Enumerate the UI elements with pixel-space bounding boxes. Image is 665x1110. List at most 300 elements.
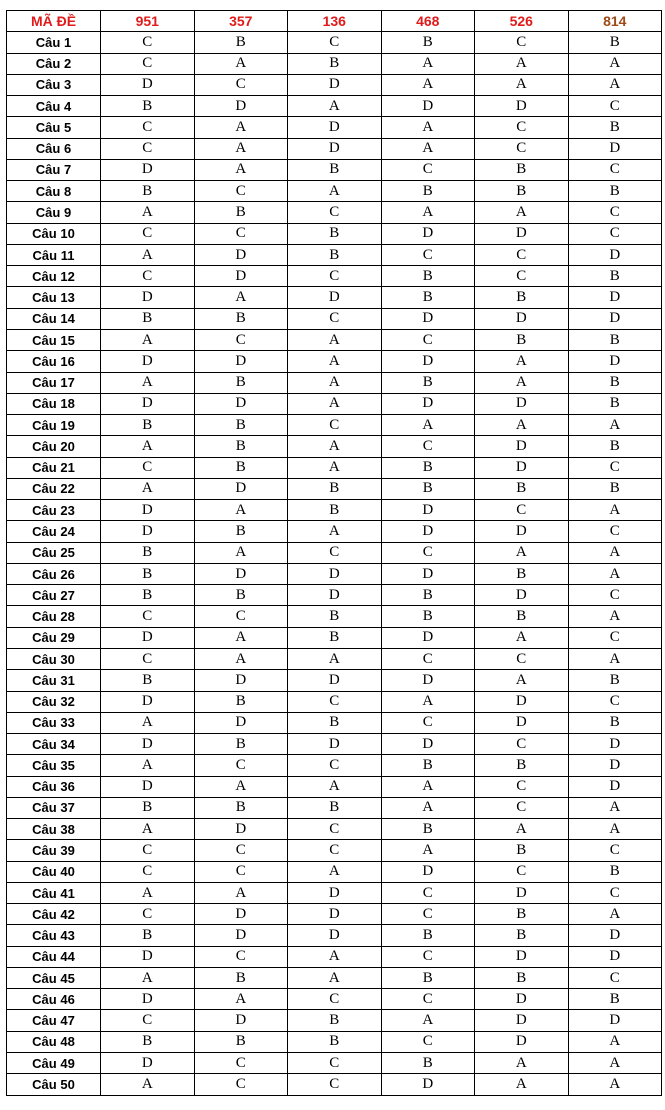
question-label: Câu 5 <box>7 117 101 138</box>
table-row <box>7 1010 662 1031</box>
question-label: Câu 17 <box>7 372 101 393</box>
answer-cell: D <box>568 925 662 946</box>
table-row <box>7 181 662 202</box>
question-label: Câu 47 <box>7 1010 101 1031</box>
answer-cell: B <box>194 521 288 542</box>
answer-cell: D <box>381 861 475 882</box>
answer-cell: B <box>288 797 382 818</box>
answer-cell: C <box>568 159 662 180</box>
answer-cell: A <box>194 627 288 648</box>
question-label: Câu 11 <box>7 244 101 265</box>
answer-cell: C <box>568 202 662 223</box>
answer-cell: D <box>101 946 195 967</box>
answer-cell: A <box>381 797 475 818</box>
answer-cell: C <box>381 542 475 563</box>
table-row <box>7 819 662 840</box>
header-exam-code: 136 <box>288 11 382 32</box>
answer-cell: A <box>381 1010 475 1031</box>
answer-cell: D <box>475 585 569 606</box>
table-row <box>7 1031 662 1052</box>
answer-cell: B <box>475 563 569 584</box>
answer-cell: D <box>475 521 569 542</box>
answer-cell: B <box>288 53 382 74</box>
answer-cell: D <box>475 882 569 903</box>
answer-cell: B <box>381 457 475 478</box>
table-row <box>7 329 662 350</box>
answer-cell: B <box>381 287 475 308</box>
table-header <box>7 11 662 32</box>
question-label: Câu 20 <box>7 436 101 457</box>
table-row <box>7 308 662 329</box>
answer-cell: D <box>475 393 569 414</box>
answer-cell: C <box>194 74 288 95</box>
header-row <box>7 11 662 32</box>
answer-cell: C <box>475 861 569 882</box>
answer-cell: A <box>194 138 288 159</box>
answer-cell: D <box>568 946 662 967</box>
answer-cell: B <box>101 1031 195 1052</box>
answer-cell: C <box>568 882 662 903</box>
table-row <box>7 542 662 563</box>
table-row <box>7 585 662 606</box>
answer-cell: D <box>288 734 382 755</box>
question-label: Câu 19 <box>7 415 101 436</box>
answer-cell: A <box>475 372 569 393</box>
answer-cell: C <box>101 1010 195 1031</box>
question-label: Câu 21 <box>7 457 101 478</box>
question-label: Câu 42 <box>7 904 101 925</box>
answer-cell: D <box>194 563 288 584</box>
answer-cell: C <box>381 244 475 265</box>
table-row <box>7 223 662 244</box>
answer-cell: C <box>381 904 475 925</box>
answer-cell: A <box>101 882 195 903</box>
answer-cell: B <box>381 606 475 627</box>
table-row <box>7 946 662 967</box>
answer-cell: B <box>288 223 382 244</box>
answer-cell: D <box>475 223 569 244</box>
answer-cell: C <box>101 861 195 882</box>
answer-cell: C <box>288 1053 382 1074</box>
table-row <box>7 457 662 478</box>
answer-cell: C <box>381 436 475 457</box>
answer-cell: B <box>568 712 662 733</box>
answer-cell: A <box>101 712 195 733</box>
answer-cell: A <box>288 967 382 988</box>
answer-cell: C <box>381 329 475 350</box>
table-row <box>7 351 662 372</box>
answer-cell: A <box>475 415 569 436</box>
answer-cell: C <box>381 648 475 669</box>
header-exam-code-label: MÃ ĐỀ <box>7 11 101 32</box>
answer-cell: D <box>101 627 195 648</box>
table-row <box>7 32 662 53</box>
question-label: Câu 45 <box>7 967 101 988</box>
answer-cell: A <box>288 181 382 202</box>
answer-cell: B <box>194 734 288 755</box>
answer-cell: C <box>475 244 569 265</box>
answer-cell: A <box>568 1074 662 1095</box>
question-label: Câu 34 <box>7 734 101 755</box>
answer-cell: A <box>194 776 288 797</box>
answer-cell: C <box>475 648 569 669</box>
answer-cell: C <box>568 96 662 117</box>
answer-cell: A <box>568 819 662 840</box>
answer-cell: A <box>288 96 382 117</box>
answer-cell: A <box>568 904 662 925</box>
answer-cell: C <box>568 521 662 542</box>
answer-cell: B <box>288 627 382 648</box>
answer-cell: B <box>101 563 195 584</box>
question-label: Câu 28 <box>7 606 101 627</box>
answer-cell: A <box>568 648 662 669</box>
answer-cell: A <box>475 1053 569 1074</box>
answer-cell: D <box>381 670 475 691</box>
answer-cell: B <box>381 478 475 499</box>
table-row <box>7 797 662 818</box>
answer-cell: A <box>101 372 195 393</box>
question-label: Câu 49 <box>7 1053 101 1074</box>
answer-cell: B <box>568 989 662 1010</box>
question-label: Câu 15 <box>7 329 101 350</box>
question-label: Câu 16 <box>7 351 101 372</box>
answer-cell: B <box>475 840 569 861</box>
question-label: Câu 44 <box>7 946 101 967</box>
answer-cell: A <box>568 1053 662 1074</box>
answer-cell: D <box>381 351 475 372</box>
question-label: Câu 40 <box>7 861 101 882</box>
answer-cell: B <box>288 478 382 499</box>
header-exam-code: 468 <box>381 11 475 32</box>
table-row <box>7 266 662 287</box>
answer-cell: C <box>101 266 195 287</box>
table-row <box>7 755 662 776</box>
answer-cell: B <box>194 1031 288 1052</box>
question-label: Câu 38 <box>7 819 101 840</box>
answer-cell: A <box>381 53 475 74</box>
answer-cell: B <box>568 670 662 691</box>
answer-cell: D <box>381 223 475 244</box>
answer-cell: B <box>101 670 195 691</box>
table-row <box>7 712 662 733</box>
answer-cell: C <box>288 542 382 563</box>
answer-cell: C <box>101 457 195 478</box>
answer-cell: A <box>194 500 288 521</box>
answer-cell: C <box>288 202 382 223</box>
answer-cell: A <box>381 691 475 712</box>
answer-cell: D <box>475 1031 569 1052</box>
question-label: Câu 43 <box>7 925 101 946</box>
answer-cell: C <box>194 329 288 350</box>
answer-cell: B <box>568 117 662 138</box>
answer-cell: A <box>194 159 288 180</box>
answer-cell: A <box>194 882 288 903</box>
answer-cell: B <box>194 372 288 393</box>
answer-cell: D <box>568 351 662 372</box>
table-row <box>7 691 662 712</box>
answer-cell: D <box>475 712 569 733</box>
answer-cell: B <box>288 606 382 627</box>
question-label: Câu 48 <box>7 1031 101 1052</box>
answer-cell: C <box>381 1031 475 1052</box>
question-label: Câu 9 <box>7 202 101 223</box>
answer-cell: C <box>194 1074 288 1095</box>
answer-cell: A <box>194 287 288 308</box>
question-label: Câu 24 <box>7 521 101 542</box>
table-row <box>7 925 662 946</box>
table-row <box>7 372 662 393</box>
answer-cell: D <box>381 393 475 414</box>
answer-cell: C <box>475 797 569 818</box>
answer-cell: A <box>288 457 382 478</box>
answer-cell: C <box>194 181 288 202</box>
table-row <box>7 989 662 1010</box>
answer-cell: B <box>194 308 288 329</box>
answer-cell: A <box>288 372 382 393</box>
answer-cell: C <box>194 606 288 627</box>
answer-cell: A <box>475 74 569 95</box>
answer-cell: B <box>288 500 382 521</box>
question-label: Câu 12 <box>7 266 101 287</box>
answer-cell: C <box>101 606 195 627</box>
question-label: Câu 29 <box>7 627 101 648</box>
answer-cell: B <box>101 585 195 606</box>
table-row <box>7 904 662 925</box>
answer-cell: D <box>194 478 288 499</box>
answer-cell: B <box>101 96 195 117</box>
answer-cell: A <box>568 500 662 521</box>
answer-cell: B <box>381 372 475 393</box>
question-label: Câu 25 <box>7 542 101 563</box>
answer-cell: D <box>101 74 195 95</box>
question-label: Câu 31 <box>7 670 101 691</box>
answer-cell: A <box>475 202 569 223</box>
answer-cell: B <box>475 925 569 946</box>
answer-cell: A <box>381 138 475 159</box>
answer-cell: D <box>475 946 569 967</box>
answer-cell: B <box>475 478 569 499</box>
table-row <box>7 287 662 308</box>
answer-cell: D <box>568 755 662 776</box>
answer-cell: C <box>101 840 195 861</box>
table-row <box>7 415 662 436</box>
table-row <box>7 882 662 903</box>
answer-cell: A <box>381 117 475 138</box>
answer-cell: B <box>568 32 662 53</box>
question-label: Câu 7 <box>7 159 101 180</box>
question-label: Câu 33 <box>7 712 101 733</box>
answer-cell: B <box>101 542 195 563</box>
answer-cell: D <box>194 351 288 372</box>
answer-cell: D <box>288 585 382 606</box>
answer-cell: D <box>288 925 382 946</box>
answer-cell: C <box>475 117 569 138</box>
answer-cell: D <box>194 712 288 733</box>
answer-cell: D <box>101 734 195 755</box>
answer-cell: D <box>101 989 195 1010</box>
answer-cell: C <box>475 500 569 521</box>
table-row <box>7 840 662 861</box>
answer-cell: B <box>288 244 382 265</box>
question-label: Câu 35 <box>7 755 101 776</box>
answer-cell: A <box>568 542 662 563</box>
table-row <box>7 734 662 755</box>
answer-cell: D <box>101 351 195 372</box>
answer-cell: A <box>475 627 569 648</box>
table-body <box>7 32 662 1095</box>
answer-cell: D <box>475 436 569 457</box>
question-label: Câu 46 <box>7 989 101 1010</box>
answer-cell: C <box>475 32 569 53</box>
answer-cell: A <box>568 563 662 584</box>
answer-cell: A <box>475 670 569 691</box>
answer-cell: B <box>381 967 475 988</box>
answer-cell: D <box>568 244 662 265</box>
answer-cell: B <box>101 181 195 202</box>
answer-cell: D <box>475 989 569 1010</box>
header-exam-code: 814 <box>568 11 662 32</box>
answer-cell: D <box>381 521 475 542</box>
question-label: Câu 6 <box>7 138 101 159</box>
answer-cell: D <box>288 117 382 138</box>
answer-key-table <box>6 10 662 1096</box>
question-label: Câu 37 <box>7 797 101 818</box>
answer-cell: C <box>194 223 288 244</box>
table-row <box>7 436 662 457</box>
question-label: Câu 30 <box>7 648 101 669</box>
answer-cell: B <box>194 415 288 436</box>
answer-cell: C <box>288 691 382 712</box>
answer-cell: C <box>101 648 195 669</box>
answer-cell: A <box>475 1074 569 1095</box>
answer-cell: A <box>194 117 288 138</box>
question-label: Câu 8 <box>7 181 101 202</box>
header-exam-code: 357 <box>194 11 288 32</box>
answer-cell: A <box>194 648 288 669</box>
table-row <box>7 606 662 627</box>
answer-cell: B <box>101 415 195 436</box>
answer-cell: D <box>194 1010 288 1031</box>
answer-cell: C <box>101 138 195 159</box>
answer-cell: C <box>288 840 382 861</box>
answer-cell: C <box>568 457 662 478</box>
table-row <box>7 202 662 223</box>
answer-cell: B <box>288 1010 382 1031</box>
question-label: Câu 36 <box>7 776 101 797</box>
answer-cell: C <box>288 755 382 776</box>
answer-cell: D <box>568 308 662 329</box>
table-row <box>7 776 662 797</box>
question-label: Câu 3 <box>7 74 101 95</box>
answer-cell: B <box>194 585 288 606</box>
answer-cell: B <box>194 457 288 478</box>
answer-cell: B <box>381 266 475 287</box>
answer-cell: D <box>288 670 382 691</box>
answer-cell: B <box>568 393 662 414</box>
answer-cell: C <box>381 946 475 967</box>
table-row <box>7 648 662 669</box>
answer-cell: D <box>288 74 382 95</box>
answer-cell: C <box>475 734 569 755</box>
answer-cell: D <box>101 159 195 180</box>
answer-cell: B <box>194 797 288 818</box>
question-label: Câu 27 <box>7 585 101 606</box>
answer-cell: C <box>568 223 662 244</box>
answer-cell: D <box>381 96 475 117</box>
answer-cell: D <box>381 563 475 584</box>
answer-cell: A <box>475 542 569 563</box>
table-row <box>7 244 662 265</box>
answer-cell: A <box>288 351 382 372</box>
answer-cell: A <box>101 819 195 840</box>
answer-cell: C <box>475 776 569 797</box>
answer-cell: B <box>194 691 288 712</box>
answer-cell: B <box>381 755 475 776</box>
answer-cell: B <box>194 32 288 53</box>
answer-cell: D <box>101 393 195 414</box>
answer-cell: A <box>475 351 569 372</box>
answer-cell: B <box>381 925 475 946</box>
answer-cell: B <box>101 797 195 818</box>
answer-cell: D <box>101 521 195 542</box>
table-row <box>7 1074 662 1095</box>
answer-cell: C <box>101 53 195 74</box>
answer-cell: B <box>475 287 569 308</box>
answer-cell: C <box>288 819 382 840</box>
table-row <box>7 627 662 648</box>
answer-cell: C <box>194 861 288 882</box>
answer-cell: A <box>288 393 382 414</box>
table-row <box>7 521 662 542</box>
answer-cell: D <box>288 904 382 925</box>
answer-cell: B <box>288 1031 382 1052</box>
answer-cell: D <box>475 691 569 712</box>
answer-cell: D <box>568 776 662 797</box>
table-row <box>7 478 662 499</box>
table-row <box>7 1053 662 1074</box>
answer-cell: C <box>381 712 475 733</box>
answer-cell: D <box>194 244 288 265</box>
question-label: Câu 1 <box>7 32 101 53</box>
answer-cell: D <box>101 500 195 521</box>
answer-cell: A <box>101 436 195 457</box>
answer-cell: B <box>381 32 475 53</box>
answer-cell: A <box>381 74 475 95</box>
question-label: Câu 23 <box>7 500 101 521</box>
answer-cell: C <box>381 882 475 903</box>
answer-cell: A <box>101 478 195 499</box>
question-label: Câu 13 <box>7 287 101 308</box>
answer-cell: A <box>101 329 195 350</box>
answer-cell: B <box>568 329 662 350</box>
answer-cell: C <box>381 159 475 180</box>
answer-cell: A <box>288 861 382 882</box>
answer-cell: B <box>475 755 569 776</box>
answer-cell: C <box>288 32 382 53</box>
answer-cell: B <box>194 967 288 988</box>
answer-cell: B <box>568 181 662 202</box>
question-label: Câu 4 <box>7 96 101 117</box>
question-label: Câu 50 <box>7 1074 101 1095</box>
answer-cell: D <box>475 1010 569 1031</box>
answer-cell: A <box>568 53 662 74</box>
answer-cell: C <box>194 755 288 776</box>
answer-cell: B <box>568 266 662 287</box>
answer-cell: D <box>381 500 475 521</box>
answer-cell: A <box>288 648 382 669</box>
answer-cell: B <box>475 159 569 180</box>
answer-cell: C <box>568 967 662 988</box>
